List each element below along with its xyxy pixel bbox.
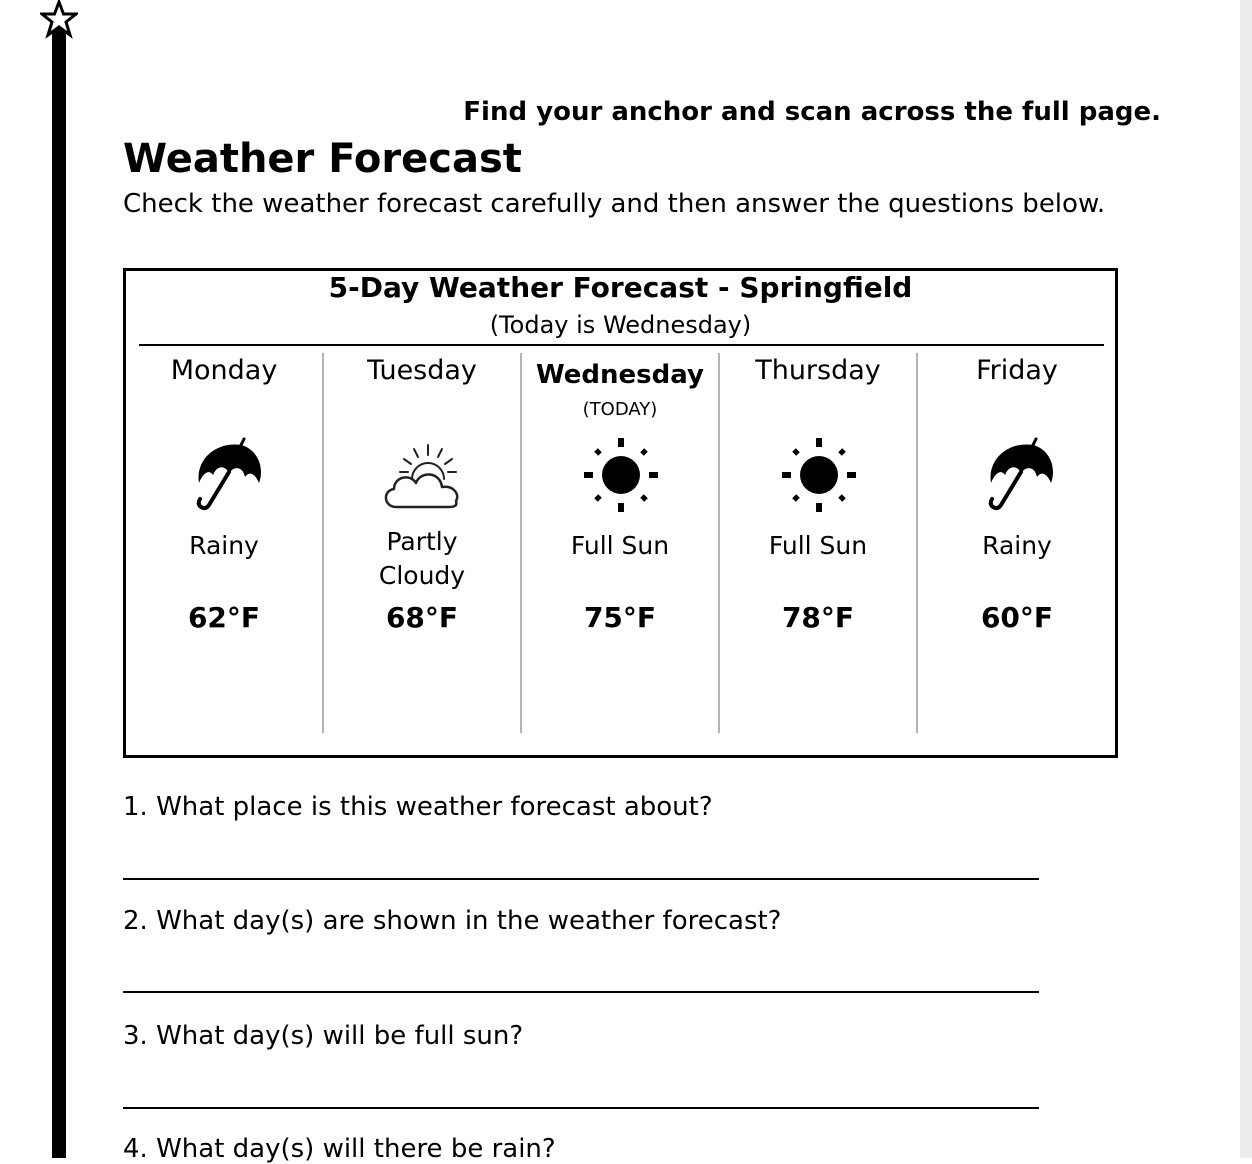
page-edge: [1240, 0, 1252, 1158]
question-3: 3. What day(s) will be full sun?: [123, 1021, 524, 1051]
instruction-text: Find your anchor and scan across the full page.: [463, 97, 1161, 127]
intro-text: Check the weather forecast carefully and then answer the questions below.: [123, 189, 1106, 219]
condition-label: Full Sun: [570, 531, 670, 560]
forecast-subtitle: (Today is Wednesday): [489, 311, 752, 339]
temperature-value: 75°F: [583, 601, 657, 634]
day-column-tuesday: [324, 353, 522, 733]
day-name: Thursday: [755, 355, 881, 386]
forecast-panel: [123, 268, 1118, 758]
question-1: 1. What place is this weather forecast about?: [123, 792, 713, 822]
day-name: Wednesday: [536, 360, 704, 390]
temperature-value: 62°F: [187, 601, 261, 634]
condition-label: Full Sun: [768, 531, 868, 560]
day-name: Tuesday: [367, 355, 477, 386]
day-name: Monday: [170, 355, 278, 386]
answer-line-3[interactable]: [123, 1107, 1039, 1109]
partly-cloudy-icon: [374, 435, 474, 515]
temperature-value: 60°F: [980, 601, 1054, 634]
umbrella-icon: [185, 435, 265, 515]
day-column-thursday: [720, 353, 918, 733]
question-4: 4. What day(s) will there be rain?: [123, 1134, 556, 1164]
umbrella-icon: [977, 435, 1057, 515]
anchor-bar: [52, 22, 66, 1158]
condition-label: Partly Cloudy: [378, 527, 466, 590]
anchor-star-icon: [40, 0, 78, 40]
question-2: 2. What day(s) are shown in the weather forecast?: [123, 906, 782, 936]
page-title: Weather Forecast: [123, 136, 522, 182]
temperature-value: 68°F: [385, 601, 459, 634]
day-column-friday: [918, 353, 1116, 733]
sun-icon: [779, 435, 859, 515]
answer-line-2[interactable]: [123, 991, 1039, 993]
forecast-title: 5-Day Weather Forecast - Springfield: [328, 271, 913, 304]
day-column-monday: [126, 353, 324, 733]
sun-icon: [581, 435, 661, 515]
temperature-value: 78°F: [781, 601, 855, 634]
condition-label: Rainy: [189, 531, 259, 560]
condition-label: Rainy: [982, 531, 1052, 560]
day-column-wednesday: [522, 353, 720, 733]
answer-line-1[interactable]: [123, 878, 1039, 880]
today-tag: (TODAY): [582, 399, 658, 420]
forecast-divider: [139, 344, 1104, 346]
day-name: Friday: [976, 355, 1058, 386]
